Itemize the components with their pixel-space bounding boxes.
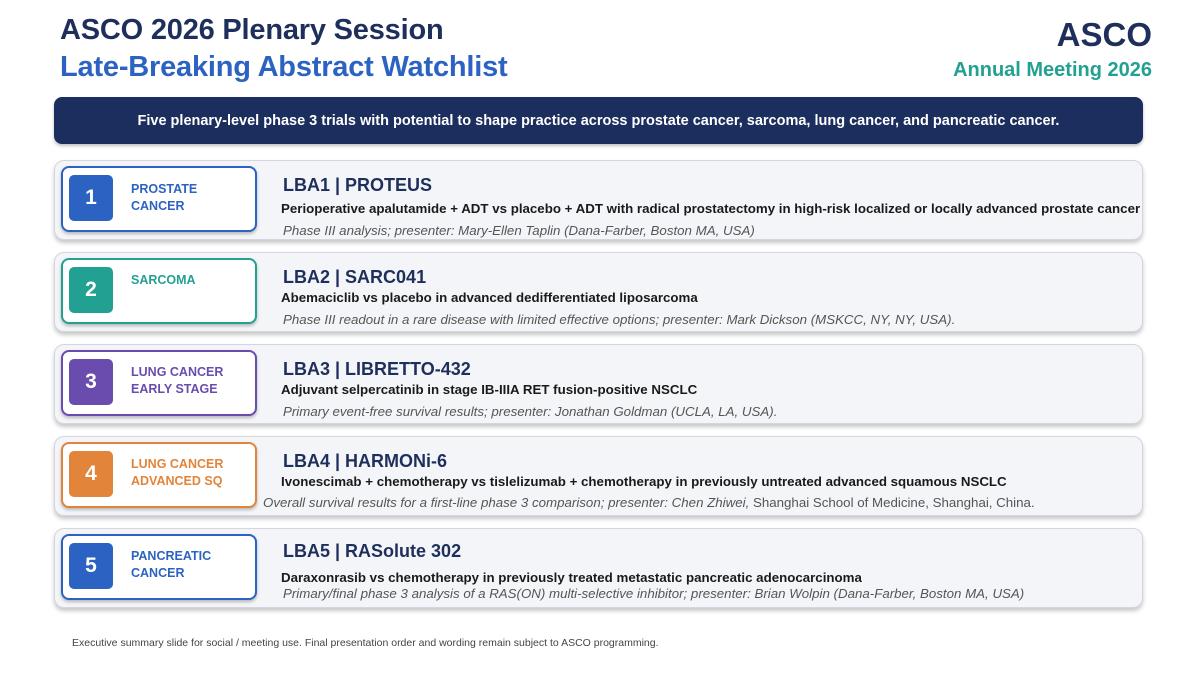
badge-box bbox=[61, 442, 257, 508]
trial-id: LBA1 | PROTEUS bbox=[283, 175, 433, 195]
badge-number: 4 bbox=[69, 451, 113, 497]
trial-card-1 bbox=[54, 160, 1143, 240]
badge-label: PROSTATE CANCER bbox=[131, 182, 198, 213]
title-line-1: ASCO 2026 Plenary Session bbox=[60, 14, 444, 46]
trial-card-3 bbox=[54, 344, 1143, 424]
logo-subtitle: Annual Meeting 2026 bbox=[953, 59, 1152, 81]
badge-box bbox=[61, 350, 257, 416]
trial-meta: Primary/final phase 3 analysis of a RAS(ON) multi-selective inhibitor; presenter: Brian Wolpin (Dana-Farber, Boston MA, USA) bbox=[283, 586, 1025, 601]
badge-number: 5 bbox=[69, 543, 113, 589]
badge-box bbox=[61, 534, 257, 600]
trial-meta: Overall survival results for a first-line phase 3 comparison; presenter: Chen Zhiwei, Shanghai School of Medicine, Shanghai, China. bbox=[263, 495, 1035, 510]
badge-number: 3 bbox=[69, 359, 113, 405]
trial-id: LBA4 | HARMONi-6 bbox=[283, 451, 448, 471]
badge-label: LUNG CANCER EARLY STAGE bbox=[131, 365, 224, 396]
footer-note: Executive summary slide for social / meeting use. Final presentation order and wording remain subject to ASCO programming. bbox=[72, 637, 659, 649]
trial-description: Ivonescimab + chemotherapy vs tislelizumab + chemotherapy in previously untreated advanced squamous NSCLC bbox=[281, 474, 1007, 489]
trial-card-5 bbox=[54, 528, 1143, 608]
badge-number: 1 bbox=[69, 175, 113, 221]
trial-meta: Phase III readout in a rare disease with limited effective options; presenter: Mark Dickson (MSKCC, NY, NY, USA). bbox=[283, 312, 956, 327]
badge-label: PANCREATIC CANCER bbox=[131, 549, 212, 580]
badge-box bbox=[61, 258, 257, 324]
trial-card-4 bbox=[54, 436, 1143, 516]
badge-box bbox=[61, 166, 257, 232]
trial-id: LBA2 | SARC041 bbox=[283, 267, 427, 287]
trial-description: Perioperative apalutamide + ADT vs placebo + ADT with radical prostatectomy in high-risk localized or locally advanced prostate cancer bbox=[281, 201, 1141, 216]
trial-description: Daraxonrasib vs chemotherapy in previously treated metastatic pancreatic adenocarcinoma bbox=[281, 570, 862, 585]
trial-id: LBA5 | RASolute 302 bbox=[283, 541, 462, 561]
trial-description: Adjuvant selpercatinib in stage IB-IIIA RET fusion-positive NSCLC bbox=[281, 382, 698, 397]
title-line-2: Late-Breaking Abstract Watchlist bbox=[60, 51, 508, 83]
trial-card-2 bbox=[54, 252, 1143, 332]
badge-number: 2 bbox=[69, 267, 113, 313]
trial-meta: Phase III analysis; presenter: Mary-Ellen Taplin (Dana-Farber, Boston MA, USA) bbox=[283, 223, 755, 238]
badge-label: LUNG CANCER ADVANCED SQ bbox=[131, 457, 224, 488]
trial-meta: Primary event-free survival results; presenter: Jonathan Goldman (UCLA, LA, USA). bbox=[283, 404, 778, 419]
trial-id: LBA3 | LIBRETTO-432 bbox=[283, 359, 471, 379]
trial-description: Abemaciclib vs placebo in advanced dedifferentiated liposarcoma bbox=[281, 290, 698, 305]
asco-logo: ASCO bbox=[1056, 16, 1152, 53]
badge-label: SARCOMA bbox=[131, 273, 196, 287]
summary-banner: Five plenary-level phase 3 trials with potential to shape practice across prostate cancer, sarcoma, lung cancer, and pancreatic cancer. bbox=[54, 97, 1143, 144]
